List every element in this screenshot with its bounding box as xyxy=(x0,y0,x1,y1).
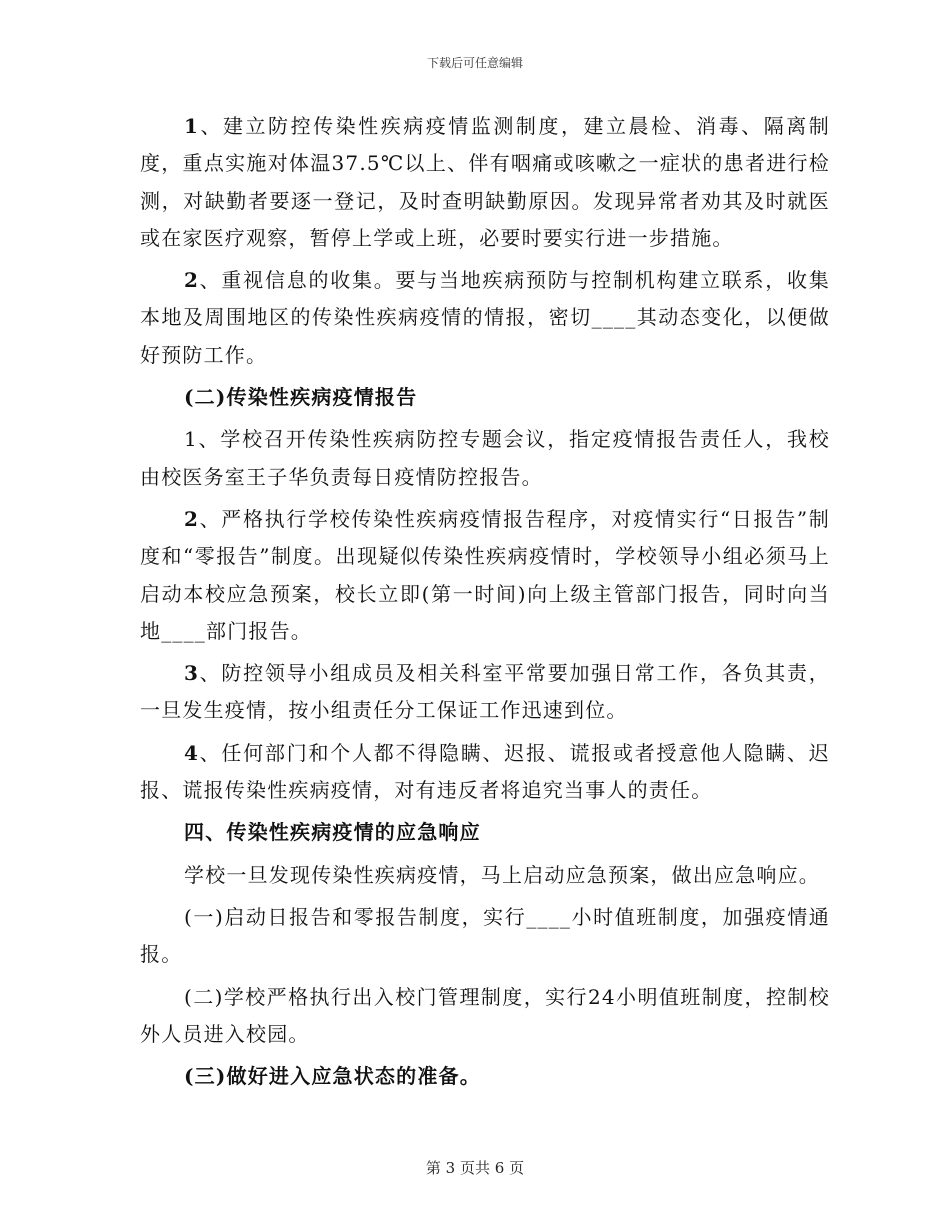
paragraph-report-4 xyxy=(140,735,830,810)
paragraph-text: 、建立防控传染性疾病疫情监测制度，建立晨检、消毒、隔离制度，重点实施对体温37.5℃以上、伴有咽痛或咳嗽之一症状的患者进行检测，对缺勤者要逐一登记，及时查明缺勤原因。发现异常者劝其及时就医或在家医疗观察，暂停上学或上班，必要时要实行进一步措施。 xyxy=(140,114,830,250)
paragraph-text: 、任何部门和个人都不得隐瞒、迟报、谎报或者授意他人隐瞒、迟报、谎报传染性疾病疫情，对有违反者将追究当事人的责任。 xyxy=(140,740,830,803)
paragraph-number: 3 xyxy=(184,661,200,686)
paragraph-response-1: (一)启动日报告和零报告制度，实行____小时值班制度，加强疫情通报。 xyxy=(140,904,830,967)
page-header: 下载后可任意编辑 xyxy=(426,56,523,70)
section-heading-epidemic-report: (二)传染性疾病疫情报告 xyxy=(184,385,418,410)
paragraph-report-1: 1、学校召开传染性疾病防控专题会议，指定疫情报告责任人，我校由校医务室王子华负责每日疫情防控报告。 xyxy=(140,427,830,489)
paragraph-number: 2 xyxy=(184,268,200,293)
section-heading-preparation: (三)做好进入应急状态的准备。 xyxy=(184,1064,481,1089)
paragraph-report-3 xyxy=(140,655,830,730)
paragraph-1-monitoring xyxy=(140,108,830,257)
paragraph-number: 4 xyxy=(184,740,200,765)
page-footer: 第 3 页共 6 页 xyxy=(425,1159,525,1177)
paragraph-text: 、严格执行学校传染性疾病疫情报告程序，对疫情实行“日报告”制度和“零报告”制度。出现疑似传染性疾病疫情时，学校领导小组必须马上启动本校应急预案，校长立即(第一时间)向上级主管部门报告，同时向当地____部门报告。 xyxy=(140,506,830,643)
paragraph-response-2: (二)学校严格执行出入校门管理制度，实行24小明值班制度，控制校外人员进入校园。 xyxy=(140,984,830,1046)
paragraph-text: 、防控领导小组成员及相关科室平常要加强日常工作，各负其责，一旦发生疫情，按小组责任分工保证工作迅速到位。 xyxy=(140,661,830,723)
paragraph-report-2 xyxy=(140,501,830,650)
paragraph-text: 、重视信息的收集。要与当地疾病预防与控制机构建立联系，收集本地及周围地区的传染性疾病疫情的情报，密切____其动态变化，以便做好预防工作。 xyxy=(140,268,830,367)
section-heading-emergency-response: 四、传染性疾病疫情的应急响应 xyxy=(184,820,481,845)
paragraph-2-information xyxy=(140,262,830,374)
document-body xyxy=(140,108,830,1100)
paragraph-number: 1 xyxy=(184,114,200,138)
paragraph-number: 2 xyxy=(184,506,200,531)
paragraph-response-intro: 学校一旦发现传染性疾病疫情，马上启动应急预案，做出应急响应。 xyxy=(184,862,820,887)
